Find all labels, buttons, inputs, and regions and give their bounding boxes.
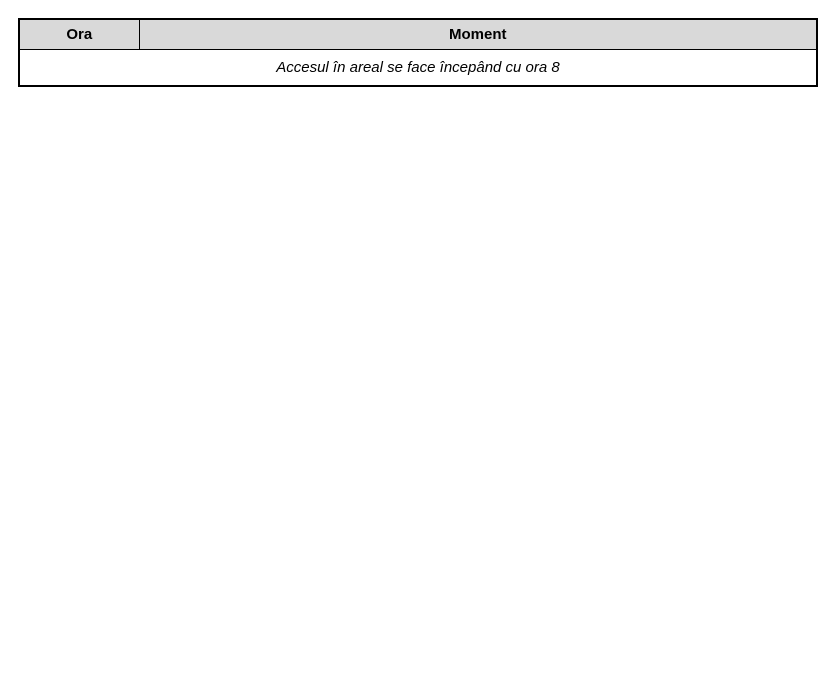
schedule-table [18, 18, 818, 87]
header-cell-ora: Ora [19, 19, 139, 49]
schedule-header [19, 19, 817, 49]
notice-text: Accesul în areal se face începând cu ora 8 [19, 49, 817, 86]
header-cell-moment: Moment [139, 19, 817, 49]
header-row [19, 19, 817, 49]
notice-row [19, 49, 817, 86]
schedule-body [19, 49, 817, 86]
